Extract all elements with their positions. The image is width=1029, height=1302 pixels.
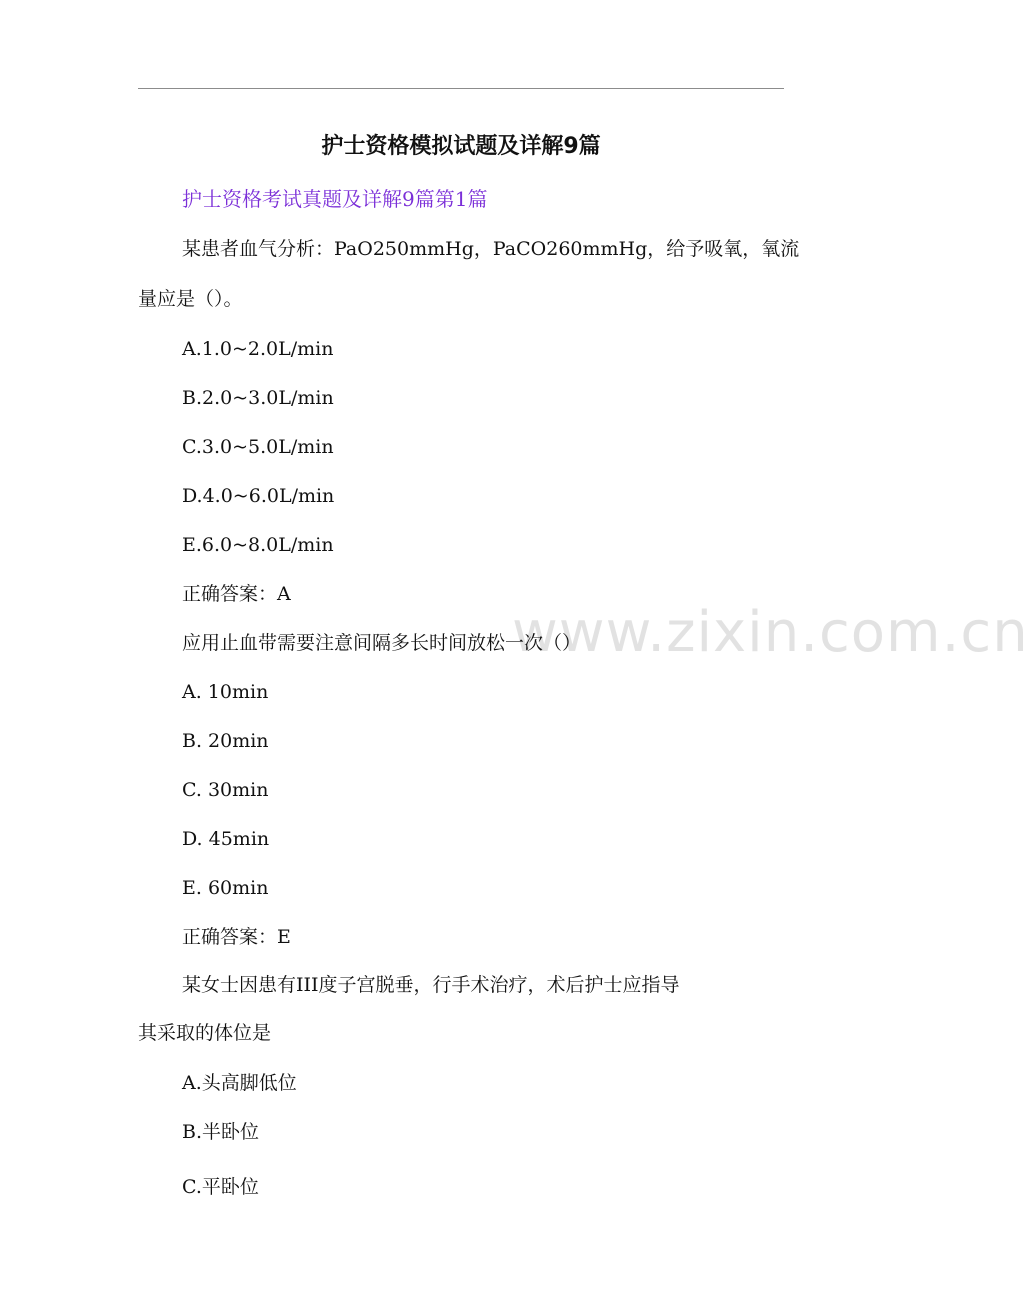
header-rule (138, 88, 784, 89)
question-3-stem: 某女士因患有III度子宫脱垂，行手术治疗，术后护士应指导 (182, 974, 680, 996)
question-2-option-d: D. 45min (182, 828, 270, 850)
question-1-stem-cont: 量应是（）。 (138, 288, 243, 310)
question-1-answer: 正确答案：A (182, 583, 291, 605)
question-1-stem: 某患者血气分析：PaO250mmHg，PaCO260mmHg，给予吸氧，氧流 (182, 238, 800, 260)
question-1-option-d: D.4.0~6.0L/min (182, 485, 335, 507)
question-1-option-a: A.1.0~2.0L/min (182, 338, 334, 360)
question-2-option-c: C. 30min (182, 779, 269, 801)
question-1-option-b: B.2.0~3.0L/min (182, 387, 334, 409)
question-2-stem: 应用止血带需要注意间隔多长时间放松一次（） (182, 632, 582, 654)
document-title: 护士资格模拟试题及详解9篇 (321, 134, 601, 159)
question-2-option-e: E. 60min (182, 877, 269, 899)
watermark: www.zixin.com.cn (512, 600, 1029, 665)
question-1-option-c: C.3.0~5.0L/min (182, 436, 334, 458)
question-3-stem-cont: 其采取的体位是 (138, 1022, 272, 1044)
question-1-option-e: E.6.0~8.0L/min (182, 534, 334, 556)
question-3-option-a: A.头高脚低位 (182, 1072, 297, 1094)
question-2-option-b: B. 20min (182, 730, 269, 752)
section-subtitle: 护士资格考试真题及详解9篇第1篇 (182, 187, 488, 211)
question-3-option-b: B.半卧位 (182, 1121, 260, 1143)
question-2-answer: 正确答案：E (182, 926, 291, 948)
question-2-option-a: A. 10min (182, 681, 269, 703)
question-3-option-c: C.平卧位 (182, 1176, 259, 1198)
